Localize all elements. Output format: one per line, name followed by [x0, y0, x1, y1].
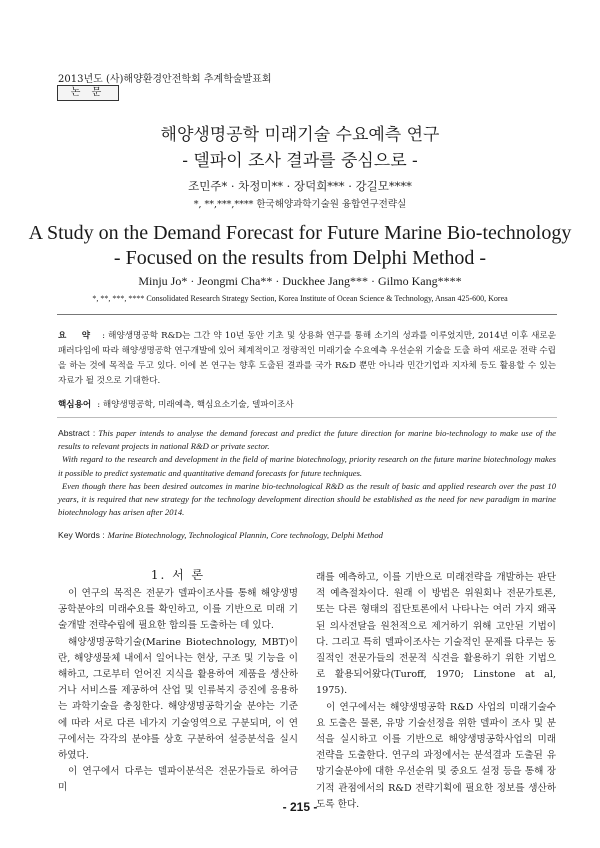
body-paragraph: 이 연구의 목적은 전문가 델파이조사를 통해 해양생명공학분야의 미래수요를 확인하고, 이를 기반으로 미래 기술개발 전략수립에 필요한 합의를 도출하는 데 있다.	[58, 588, 298, 632]
english-title: A Study on the Demand Forecast for Future Marine Bio-technology	[28, 222, 572, 244]
korean-keywords	[58, 398, 556, 410]
korean-abstract	[58, 329, 556, 389]
body-column-left	[58, 586, 298, 797]
body-paragraph: 이 연구에서는 해양생명공학 R&D 사업의 미래기술수요 도출은 물론, 유망 기술선정을 위한 델파이 조사 및 분석을 실시하고 이를 기반으로 해양생명공학사업의 미래 전략을 도출한다. 연구의 과정에서는 분석결과 도출된 유망기술분야에 대한 우선순위 및 중요도 설정 등을 통해 장기적 관점에서의 R&D 전략기획에 필요한 정보를 생산하도록 한다.	[316, 701, 556, 810]
body-column-right	[316, 570, 556, 813]
english-abstract-label: Abstract :	[58, 428, 96, 438]
english-keywords	[58, 530, 556, 540]
korean-abstract-label: 요 약	[58, 331, 97, 341]
body-paragraph: 이 연구에서 다루는 델파이분석은 전문가들로 하여금 미	[58, 766, 298, 794]
korean-subtitle: - 델파이 조사 결과를 중심으로 -	[182, 151, 418, 171]
english-affiliation: *, **, ***, **** Consolidated Research Strategy Section, Korea Institute of Ocean Science & Technology, Ansan 425-600, Korea	[92, 294, 508, 303]
korean-authors: 조민주* · 차정미** · 장덕희*** · 강길모****	[188, 179, 412, 193]
korean-affiliation: *, **,***,**** 한국해양과학기술원 융합연구전략실	[193, 199, 407, 210]
body-paragraph: 해양생명공학기술(Marine Biotechnology, MBT)이란, 해양생물체 내에서 일어나는 현상, 구조 및 기능을 이해하고, 그로부터 얻어진 지식을 활용하여 제품을 생산하거나 서비스를 제공하여 산업 및 인류복지 증진에 응용하는 과학기술을 총칭한다. 해양생명공학기술 분야는 기준에 따라 서로 다른 네가지 기술영역으로 구분되며, 이 연구에서는 각각의 분야를 상호 구분하여 설증분석을 실시하였다.	[58, 636, 298, 762]
english-abstract-paragraph-3: Even though there has been desired outcomes in marine bio-technological R&D as the result of basic and applied research over the past 10 years, it is required that new strategy for the technology development direction should be established as the need for new paradigm in marine biotechnology has arisen after 2014.	[58, 480, 556, 518]
page-number: - 215 -	[282, 800, 318, 814]
conference-name: 2013년도 (사)해양환경안전학회 추계학술발표회	[58, 74, 272, 85]
english-abstract-paragraph-1: This paper intends to analyse the demand forecast and predict the future direction for marine bio-technology to make use of the results to relevant projects in national R&D or private sector.	[58, 428, 556, 452]
korean-keywords-text: : 해양생명공학, 미래예측, 핵심요소기술, 델파이조사	[97, 400, 294, 410]
english-keywords-text: Marine Biotechnology, Technological Plannin, Core technology, Delphi Method	[107, 530, 383, 540]
english-abstract	[58, 427, 556, 519]
english-authors: Minju Jo* · Jeongmi Cha** · Duckhee Jang*** · Gilmo Kang****	[138, 274, 462, 288]
header-divider	[57, 314, 557, 315]
english-keywords-label: Key Words :	[58, 530, 105, 540]
body-paragraph: 래를 예측하고, 이를 기반으로 미래전략을 개발하는 판단적 예측절차이다. 원래 이 방법은 위원회나 전문가토론, 또는 다른 형태의 집단토론에서 나타나는 여러 가지 왜곡된 의사전달을 원천적으로 제거하기 위해 고안된 기법이다. 그리고 특히 델파이조사는 기술적인 문제를 다루는 동질적인 전문가들의 전문적 식견을 활용하기 위한 기법으로 활용되어왔다(Turoff, 1970; Linstone at al, 1975).	[316, 572, 556, 697]
english-abstract-paragraph-2: With regard to the research and development in the field of marine biotechnology, priority research on the future marine biotechnology makes it possible to predict systematic and quantitative demand forecasts for future techniques.	[58, 454, 556, 478]
section-heading: 1. 서 론	[150, 568, 206, 582]
english-subtitle: - Focused on the results from Delphi Method -	[113, 247, 487, 269]
korean-abstract-text: : 해양생명공학 R&D는 그간 약 10년 동안 기초 및 상용화 연구를 통해 소기의 성과를 이루었지만, 2014년 이후 새로운 패러다임에 따라 해양생명공학 연구개발에 있어 체계적이고 정량적인 미래기술 수요예측 우선순위 기술을 도출 하여 새로운 전략 수립을 하는 것에 목적을 두고 있다. 이에 본 연구는 향후 도출된 결과를 국가 R&D 뿐만 아니라 민간기업과 지자체 등도 활용할 수 있는 자료가 될 것으로 기대한다.	[58, 331, 556, 386]
korean-keywords-label: 핵심용어	[58, 400, 92, 410]
korean-title: 해양생명공학 미래기술 수요예측 연구	[160, 125, 440, 145]
keywords-divider	[57, 417, 557, 418]
paper-type-badge: 논 문	[57, 85, 119, 101]
